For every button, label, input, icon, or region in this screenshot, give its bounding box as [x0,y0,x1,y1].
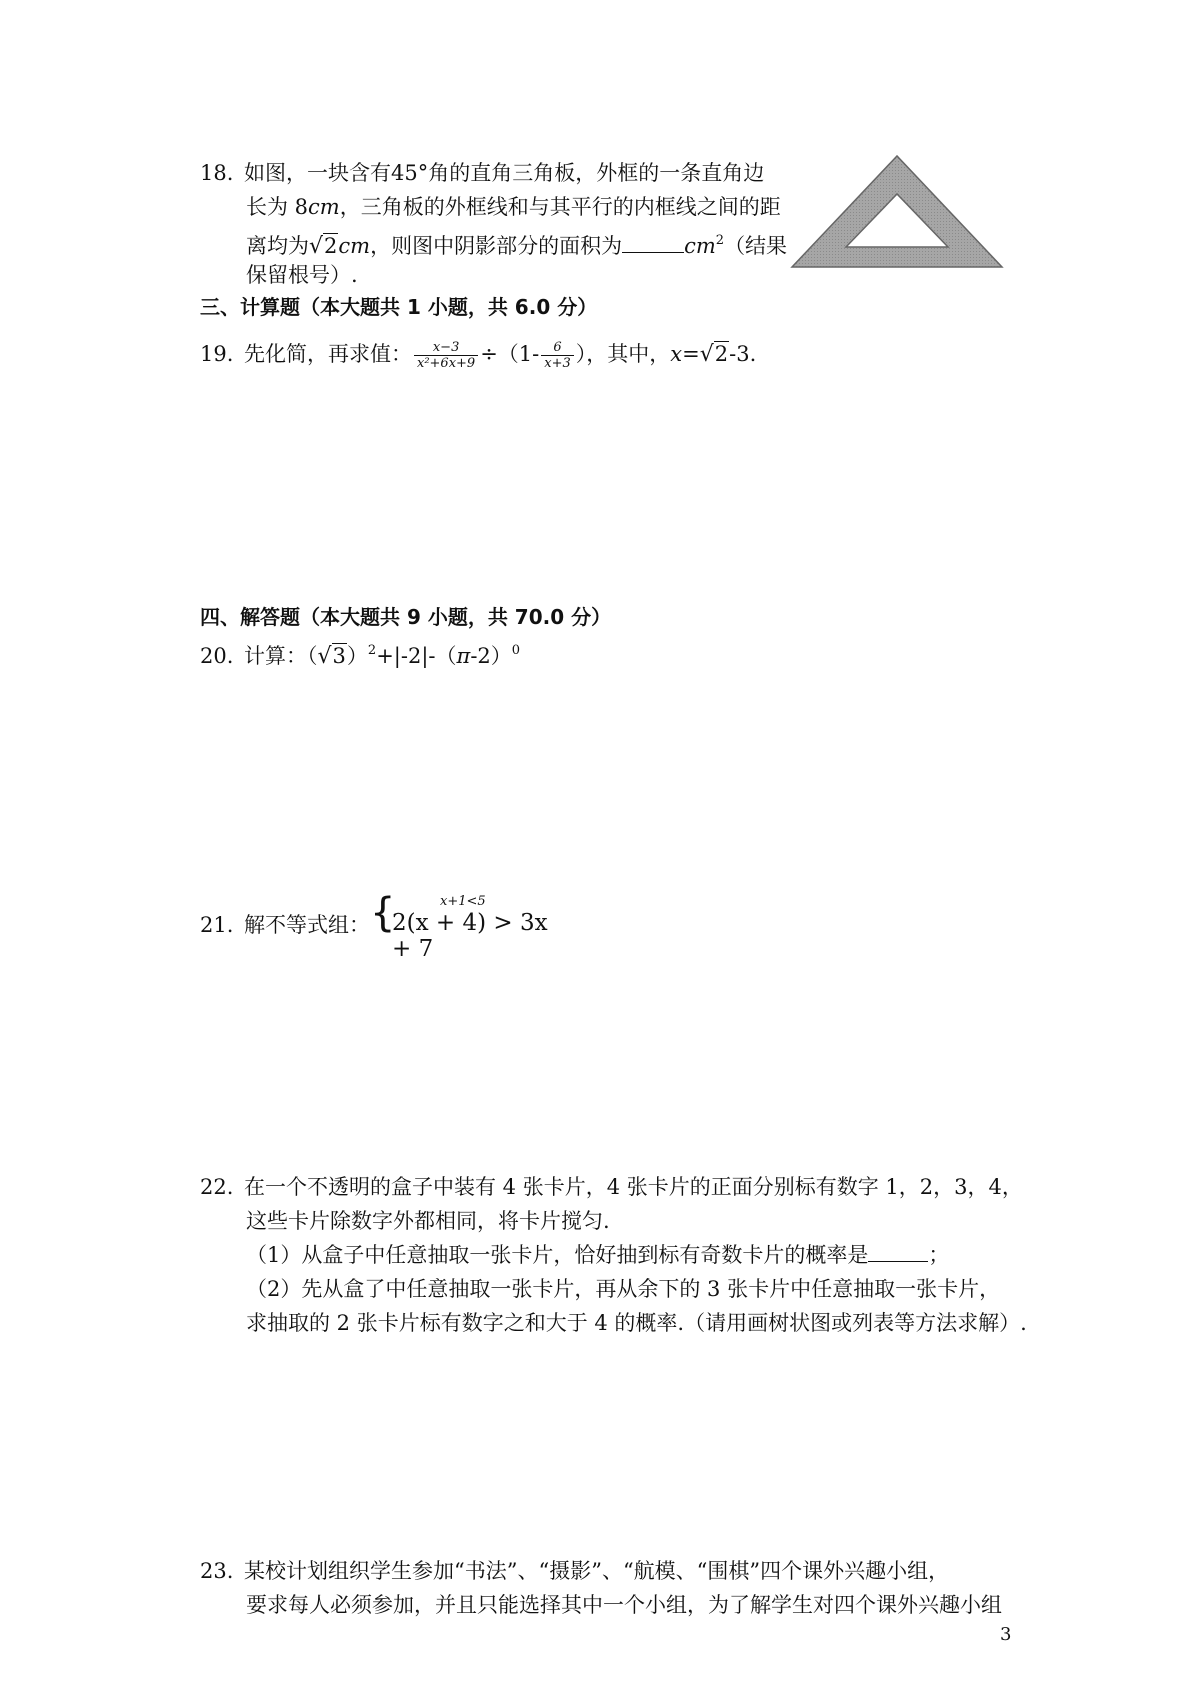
sqrt-symbol: √2 [309,234,338,259]
q20-line: 20. 计算：$(√3)^2+|-2|-(\pi-2)^0$ [200,636,520,672]
triangle-ruler-figure [790,152,1005,270]
q18-line-3: 离均为√2cm，则图中阴影部分的面积为 $cm^2$（结果 [246,226,787,262]
sqrt-symbol: √2 [699,342,729,367]
answer-blank[interactable] [622,232,684,253]
sqrt-symbol: √3 [317,644,346,669]
q22-line-5: 求抽取的 2 张卡片标有数字之和大于 4 的概率.（请用画树状图或列表等方法求解）. [246,1311,1027,1335]
q22-line-3: （1）从盒子中任意抽取一张卡片，恰好抽到标有奇数卡片的概率是 ； [246,1243,950,1267]
q18-line-1: 18. 如图，一块含有45°角的直角三角板，外框的一条直角边 [200,158,764,188]
q21-number: 21. [200,913,234,937]
q22-line-1: 22. 在一个不透明的盒子中装有 4 张卡片，4 张卡片的正面分别标有数字 1，2，3，4， [200,1172,1023,1202]
q21-line: 21. 解不等式组： [200,910,370,940]
q23-line-2: 要求每人必须参加，并且只能选择其中一个小组，为了解学生对四个课外兴趣小组 [246,1593,1002,1617]
q18-number: 18. [200,161,234,185]
inequality-1: x+1<5 [440,894,486,909]
fraction-2: $\frac{6}{x+3}$ [541,340,574,371]
q18-line-4: 保留根号）. [246,263,358,287]
answer-blank[interactable] [868,1241,928,1262]
inequality-2: 2(x + 4) > 3x + 7 [392,910,548,962]
shaded-frame [792,156,1002,267]
page-number: 3 [1000,1624,1012,1645]
section-3-heading: 三、计算题（本大题共 1 小题，共 6.0 分） [200,295,598,319]
q22-line-4: （2）先从盒了中任意抽取一张卡片，再从余下的 3 张卡片中任意抽取一张卡片， [246,1277,1001,1301]
fraction-1: $\frac{x-3}{\text{x²+6x+9}}$ [414,340,478,371]
q18-line-2: 长为 8cm，三角板的外框线和与其平行的内框线之间的距 [246,195,781,219]
q19-number: 19. [200,342,234,366]
q19-line: 19. 先化简，再求值： $\frac{x-3}{\text{x²+6x+9}}$ ÷（1- $\frac{6}{x+3}$ ），其中，x=√2-3. [200,334,756,374]
section-4-heading: 四、解答题（本大题共 9 小题，共 70.0 分） [200,605,612,629]
inequality-system [370,890,570,962]
q20-number: 20. [200,644,234,668]
brace-symbol: { [370,890,396,936]
q23-line-1: 23. 某校计划组织学生参加“书法”、“摄影”、“航模、“围棋”四个课外兴趣小组， [200,1556,949,1586]
q22-line-2: 这些卡片除数字外都相同，将卡片搅匀. [246,1209,610,1233]
q23-number: 23. [200,1559,234,1583]
q22-number: 22. [200,1175,234,1199]
